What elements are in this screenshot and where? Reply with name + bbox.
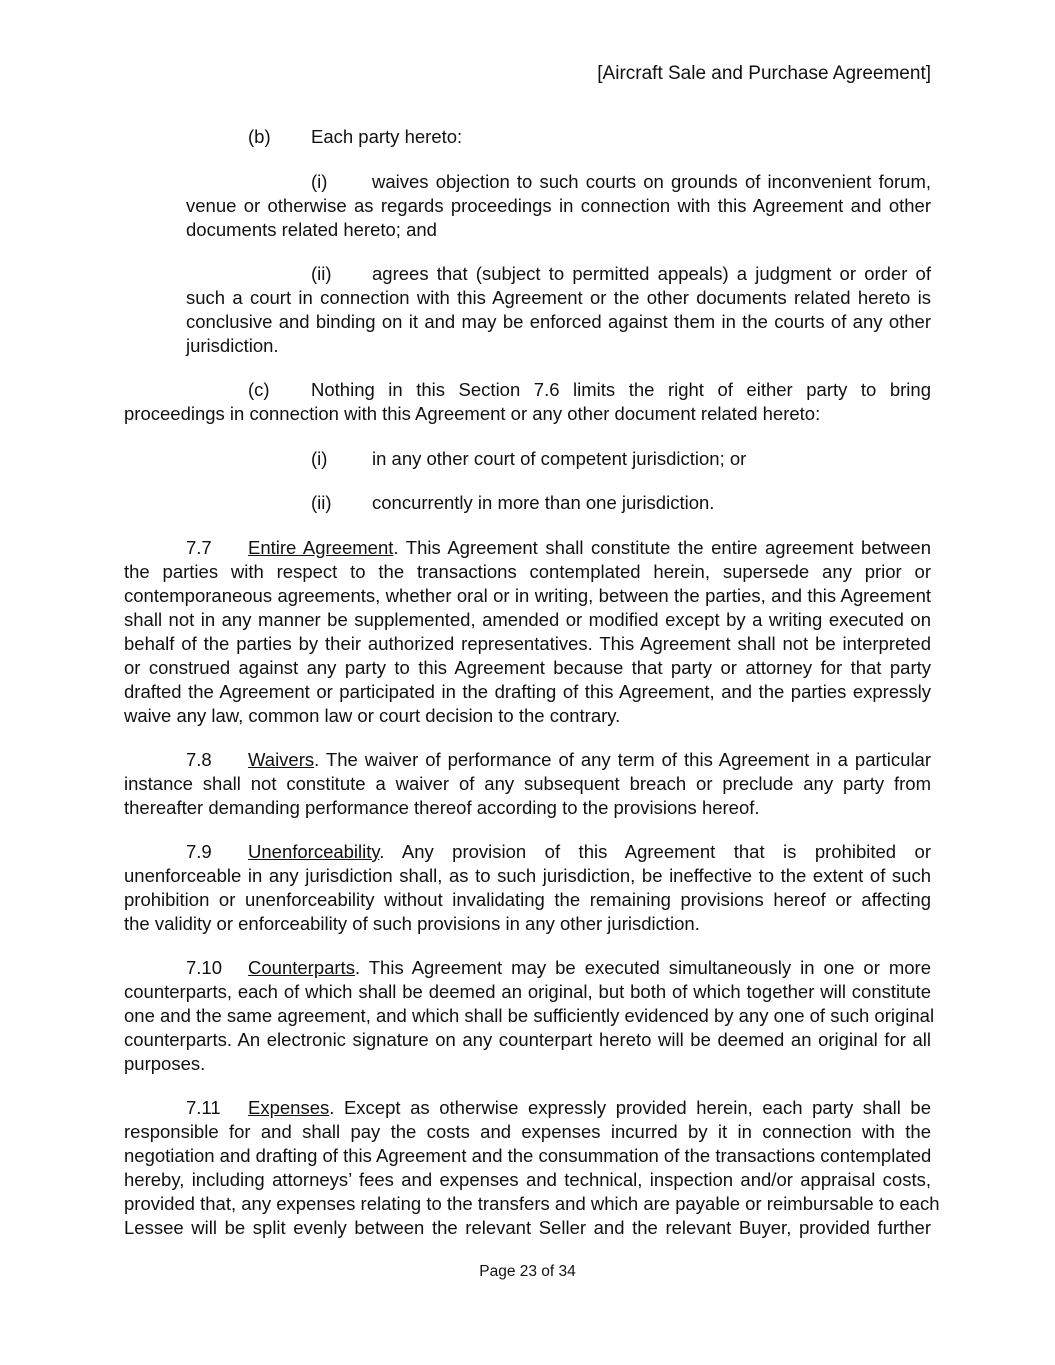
- para-b-ii-line: jurisdiction.: [186, 335, 279, 356]
- para-b-i-line: waives objection to such courts on grounds of inconvenient forum,: [372, 171, 931, 192]
- section-7-10-line: counterparts. An electronic signature on any counterpart hereto will be deemed an original for all: [124, 1029, 931, 1050]
- section-7-7-line: behalf of the parties by their authorized representatives. This Agreement shall not be interpreted: [124, 633, 931, 654]
- section-7-11-line: Lessee will be split evenly between the relevant Seller and the relevant Buyer, provided further: [124, 1217, 931, 1238]
- para-b-ii-line: conclusive and binding on it and may be enforced against them in the courts of any other: [186, 311, 931, 332]
- section-7-9-number: 7.9: [186, 841, 212, 862]
- para-c-ii-text: concurrently in more than one jurisdiction.: [372, 492, 715, 513]
- section-7-10-heading: Counterparts: [248, 957, 355, 978]
- section-7-10-line: counterparts, each of which shall be deemed an original, but both of which together will constitute: [124, 981, 931, 1002]
- section-7-8-line: instance shall not constitute a waiver of any subsequent breach or preclude any party from: [124, 773, 931, 794]
- section-7-11-line: . Except as otherwise expressly provided herein, each party shall be: [329, 1097, 931, 1118]
- section-7-7-first-line: [248, 536, 931, 560]
- section-7-9-heading: Unenforceability: [248, 841, 380, 862]
- section-7-10-number: 7.10: [186, 957, 223, 978]
- section-7-11-line: responsible for and shall pay the costs and expenses incurred by it in connection with the: [124, 1121, 931, 1142]
- document-header: [Aircraft Sale and Purchase Agreement]: [597, 63, 931, 84]
- section-7-7-line: waive any law, common law or court decision to the contrary.: [124, 705, 621, 726]
- para-c-line: proceedings in connection with this Agreement or any other document related hereto:: [124, 403, 821, 424]
- para-b-label: (b): [248, 126, 271, 147]
- section-7-10-line: . This Agreement may be executed simultaneously in one or more: [354, 957, 931, 978]
- section-7-8-line: thereafter demanding performance thereof according to the provisions hereof.: [124, 797, 760, 818]
- section-7-10-line: purposes.: [124, 1053, 206, 1074]
- para-b-i-label: (i): [311, 171, 328, 192]
- para-c-ii-label: (ii): [311, 492, 332, 513]
- section-7-7-line: or construed against any party to this Agreement because that party or attorney for that party: [124, 657, 931, 678]
- page-number: Page 23 of 34: [479, 1263, 576, 1280]
- para-b-i-line: documents related hereto; and: [186, 219, 437, 240]
- section-7-7-line: drafted the Agreement or participated in the drafting of this Agreement, and the parties expressly: [124, 681, 931, 702]
- para-c-i-label: (i): [311, 448, 328, 469]
- para-c-label: (c): [248, 379, 270, 400]
- section-7-7-line: shall not in any manner be supplemented, amended or modified except by a writing executed on: [124, 609, 931, 630]
- section-7-8-line: . The waiver of performance of any term of this Agreement in a particular: [314, 749, 931, 770]
- section-7-11-first-line: [248, 1096, 931, 1120]
- section-7-9-line: . Any provision of this Agreement that is prohibited or: [379, 841, 931, 862]
- section-7-9-line: the validity or enforceability of such provisions in any other jurisdiction.: [124, 913, 700, 934]
- section-7-7-line: . This Agreement shall constitute the entire agreement between: [393, 537, 931, 558]
- para-b-ii-line: such a court in connection with this Agreement or the other documents related hereto is: [186, 287, 931, 308]
- section-7-10-line: one and the same agreement, and which shall be sufficiently evidenced by any one of such original: [124, 1005, 935, 1026]
- section-7-7-number: 7.7: [186, 537, 212, 558]
- para-b-ii-label: (ii): [311, 263, 332, 284]
- section-7-11-number: 7.11: [186, 1097, 221, 1118]
- section-7-10-first-line: [248, 956, 931, 980]
- section-7-8-number: 7.8: [186, 749, 212, 770]
- para-b-ii-line: agrees that (subject to permitted appeals) a judgment or order of: [372, 263, 931, 284]
- section-7-9-line: unenforceable in any jurisdiction shall, as to such jurisdiction, be ineffective to the extent of such: [124, 865, 931, 886]
- section-7-8-heading: Waivers: [248, 749, 315, 770]
- section-7-8-first-line: [248, 748, 931, 772]
- para-b-i-line: venue or otherwise as regards proceedings in connection with this Agreement and other: [186, 195, 931, 216]
- section-7-11-line: negotiation and drafting of this Agreement and the consummation of the transactions contemplated: [124, 1145, 932, 1166]
- para-c-line: Nothing in this Section 7.6 limits the right of either party to bring: [311, 379, 931, 400]
- para-b-text: Each party hereto:: [311, 126, 463, 147]
- section-7-11-heading: Expenses: [248, 1097, 330, 1118]
- section-7-11-line: hereby, including attorneys’ fees and expenses and technical, inspection and/or appraisal costs,: [124, 1169, 931, 1190]
- section-7-9-line: prohibition or unenforceability without invalidating the remaining provisions hereof or affecting: [124, 889, 931, 910]
- para-c-i-text: in any other court of competent jurisdiction; or: [372, 448, 747, 469]
- section-7-7-line: contemporaneous agreements, whether oral or in writing, between the parties, and this Agreement: [124, 585, 931, 606]
- section-7-9-first-line: [248, 840, 931, 864]
- section-7-11-line: provided that, any expenses relating to the transfers and which are payable or reimbursable to each: [124, 1193, 940, 1214]
- section-7-7-line: the parties with respect to the transactions contemplated herein, supersede any prior or: [124, 561, 931, 582]
- section-7-7-heading: Entire Agreement: [248, 537, 394, 558]
